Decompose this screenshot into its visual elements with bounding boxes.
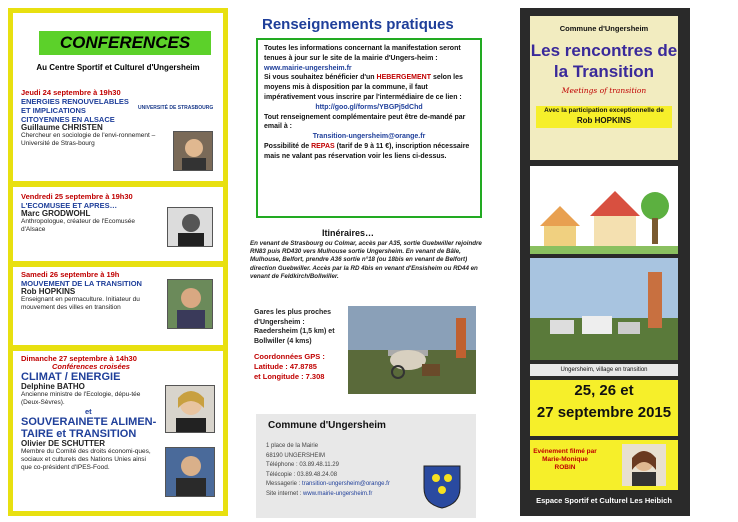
itineraries-title: Itinéraires… [322, 228, 375, 238]
christen-photo [173, 131, 213, 171]
village-photo [530, 258, 678, 360]
cover-title: Les rencontres de la Transition [530, 41, 678, 81]
info-paragraph-2a: Si vous souhaitez bénéficier d'un [264, 74, 375, 82]
commune-contact-title: Commune d'Ungersheim [268, 420, 386, 431]
university-logo: UNIVERSITÉ DE STRASBOURG [138, 105, 214, 111]
talk-1-date: Jeudi 24 septembre à 19h30 [21, 88, 121, 97]
talk-4-speaker: Delphine BATHO [21, 382, 85, 391]
mairie-website-link[interactable]: www.mairie-ungersheim.fr [264, 64, 352, 72]
cover-subtitle: Meetings of transition [561, 86, 647, 95]
email-label: Messagerie : [266, 481, 301, 487]
gps-latitude: Latitude : 47.8785 [254, 362, 317, 371]
cover-panel [520, 8, 690, 516]
talk-1-topic: ENERGIES RENOUVELABLES ET IMPLICATIONS CITOYENNES EN ALSACE [21, 97, 129, 124]
talk-1-desc: Chercheur en sociologie de l'envi-ronnement – Université de Stras-bourg [21, 132, 156, 147]
gps-block [254, 352, 325, 382]
talk-4-topic-2: SOUVERAINETE ALIMEN-TAIRE et TRANSITION [21, 416, 157, 440]
talk-4-desc: Ancienne ministre de l'Ecologie, dépu-tée (Deux-Sèvres). [21, 391, 141, 406]
coat-of-arms-icon [422, 464, 462, 510]
event-dates-line-1: 25, 26 et [574, 382, 634, 399]
separator [13, 345, 223, 351]
participation-text: Avec la participation exceptionnelle de [544, 107, 664, 114]
talk-3-speaker: Rob HOPKINS [21, 287, 76, 296]
conferences-panel [8, 0, 228, 522]
talk-4-desc-2: Membre du Comité des droits économi-ques, sociaux et culturels des Nations Unies ainsi que co-président d'IPES-Food. [21, 448, 151, 471]
photo-caption: Ungersheim, village en transition [530, 364, 678, 376]
registration-link[interactable]: http://goo.gl/forms/YBGPj5dChd [315, 103, 423, 111]
info-paragraph-2b: selon les moyens mis à disposition par la commune, il faut impérativement vous inscrire par l'intermédiaire de ce lien : [264, 74, 463, 101]
rob-hopkins-name: Rob HOPKINS [576, 116, 632, 125]
gps-longitude: et Longitude : 7.308 [254, 372, 325, 381]
separator [13, 181, 223, 187]
fax: Télécopie : 03.89.48.24.08 [266, 471, 338, 478]
talk-3-date: Samedi 26 septembre à 19h [21, 270, 120, 279]
gps-title: Coordonnées GPS : [254, 352, 325, 361]
batho-photo [165, 385, 215, 433]
practical-info-title: Renseignements pratiques [262, 16, 454, 33]
talk-2-date: Vendredi 25 septembre à 19h30 [21, 192, 133, 201]
info-paragraph-4b: (tarif de 9 à 11 €), inscription nécessaire mais ne valant pas réservation voir les liens ci-dessus. [264, 142, 470, 160]
info-paragraph-3: Tout renseignement complémentaire peut être de-mandé par email à : [264, 113, 466, 131]
talk-3-desc: Enseignant en permaculture. Initiateur du mouvement des villes en transition [21, 296, 140, 311]
talk-4-topic: CLIMAT / ENERGIE [21, 371, 121, 383]
talk-2-topic: L'ECOMUSEE ET APRES… [21, 201, 118, 210]
conferences-title: CONFERENCES [39, 31, 211, 55]
commune-address [266, 442, 390, 499]
address-line-2: 68190 UNGERSHEIM [266, 452, 326, 459]
info-paragraph-4a: Possibilité de [264, 142, 310, 150]
conferences-frame [8, 8, 228, 516]
film-text: Evénement filmé par Marie-Monique ROBIN [533, 448, 597, 471]
conferences-subtitle: Au Centre Sportif et Culturel d'Ungersheim [36, 63, 200, 72]
talk-4-et: et [85, 407, 92, 416]
phone: Téléphone : 03.89.48.11.29 [266, 462, 339, 468]
de-schutter-photo [165, 447, 215, 497]
stations-text: Gares les plus proches d'Ungersheim : Raedersheim (1,5 km) et Bollwiller (4 kms) [254, 309, 335, 345]
address-line-1: 1 place de la Mairie [266, 443, 319, 449]
talk-4-cross: Conférences croisées [52, 362, 130, 371]
robin-photo [622, 444, 666, 486]
itineraries-text: En venant de Strasbourg ou Colmar, accès par A35, sortie Guebwiller rejoindre RN83 puis RD430 vers Mulhouse sortie Ungersheim. En venant de Bâle, Mulhouse, Belfort, prendre A36 sortie n°18 (ou 18bis en venant de Belfort) direction Guebwiller. Accès par la RD 4bis en venant d'Ensisheim ou RD44 en venant de Feldkirch/Bollwiller. [250, 240, 482, 280]
info-paragraph-1: Toutes les informations concernant la manifestation seront tenues à jour sur le site de la mairie d'Ungers-heim : [264, 45, 461, 62]
website-label: Site internet : [266, 490, 302, 497]
repas-label: REPAS [311, 142, 335, 150]
contact-email-link[interactable]: Transition-ungersheim@orange.fr [312, 133, 426, 141]
talk-3-topic: MOUVEMENT DE LA TRANSITION [21, 279, 142, 288]
event-dates [530, 380, 678, 436]
cover-commune: Commune d'Ungersheim [559, 24, 649, 33]
venue-name: Espace Sportif et Culturel Les Heibich [536, 496, 672, 505]
talk-2-desc: Anthropologue, créateur de l'Ecomusée d'Alsace [21, 218, 135, 233]
grodwohl-photo [167, 207, 213, 247]
cover-rob-hopkins [536, 106, 672, 128]
talk-4-speaker-2: Olivier DE SCHUTTER [21, 439, 106, 448]
village-illustration [530, 166, 678, 254]
email-link[interactable]: transition-ungersheim@orange.fr [302, 481, 390, 487]
event-dates-line-2: 27 septembre 2015 [536, 404, 672, 421]
talk-2-speaker: Marc GRODWOHL [21, 209, 91, 218]
hopkins-photo [167, 279, 213, 329]
talk-4-date: Dimanche 27 septembre à 14h30 [21, 354, 137, 363]
conferences-inner [13, 13, 223, 511]
practical-info-box [256, 38, 482, 218]
hebergement-label: HEBERGEMENT [376, 74, 431, 82]
website-link[interactable]: www.mairie-ungersheim.fr [303, 490, 373, 497]
horse-carriage-photo [348, 306, 476, 394]
separator [13, 261, 223, 267]
talk-1-speaker: Guillaume CHRISTEN [21, 123, 103, 132]
